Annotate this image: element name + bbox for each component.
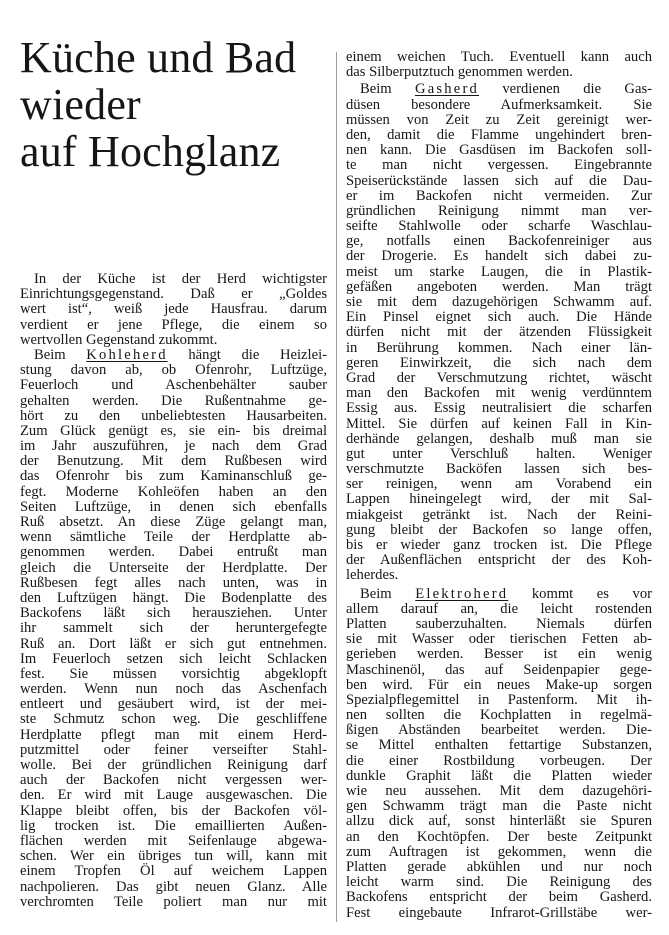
text-line: Ruß absetzt. An diese Züge gelangt man, [20, 514, 327, 530]
column-body-right [346, 50, 652, 921]
text-line [346, 587, 652, 602]
text-line: Ein Pinsel eignet sich auch. Die Hände [346, 309, 652, 326]
text-line: Klappe bleibt offen, bis der Backofen völ- [20, 802, 327, 819]
text-line: Fest eingebaute Infrarot-Grillstäbe wer- [346, 904, 652, 921]
text-line: gen Schwamm trägt man die Paste nicht [346, 798, 652, 815]
text-line: putzmittel oder feiner verseifter Stahl- [20, 741, 327, 758]
text-line: Zum Glück genügt es, sie ein- bis dreimal [20, 422, 327, 439]
headline-line: wieder [20, 80, 141, 129]
text-line: man den Backofen mit wenig verdünntem [346, 385, 652, 402]
text-line: sie mit dem dazugehörigen Schwamm auf. [346, 294, 652, 310]
text-line: gründlichen Reinigung nimmt man ver- [346, 202, 652, 219]
text-line: ser reinigen, wenn am Vorabend ein [346, 476, 652, 493]
text-line: Maschinenöl, das auf Seidenpapier gege- [346, 661, 652, 678]
text-line: in Berührung kommen. Nach einer län- [346, 339, 652, 356]
text-line: ge, notfalls einen Backofenreiniger aus [346, 233, 652, 250]
text-line: Platten sauberzuhalten. Niemals dürfen [346, 615, 652, 632]
text-line: entleert und gesäubert wird, ist der mei- [20, 696, 327, 713]
text-line [346, 82, 652, 97]
headline-line: auf Hochglanz [20, 127, 281, 176]
text-line: düsen besondere Aufmerksamkeit. Sie [346, 96, 652, 113]
text-line: Essig aus. Essig neutralisiert die scharfen [346, 400, 652, 417]
text-line: allem darauf an, die leicht rostenden [346, 600, 652, 617]
text-line: ste Schmutz schon weg. Die geschliffene [20, 711, 327, 728]
text-line [20, 348, 327, 363]
text-line: der Außenflächen entspricht der des Koh- [346, 552, 652, 569]
column-body-left [20, 272, 327, 910]
text-line: verschmutzte Backöfen lassen sich bes- [346, 461, 652, 478]
text-line: dunkle Graphit läßt die Platten wieder [346, 767, 652, 784]
section-keyword: Elektroherd [415, 585, 509, 602]
text-line: Rußbesen fegt alles nach unten, was in [20, 574, 327, 591]
text-line: sie mit Wasser oder tierischen Fetten ab- [346, 631, 652, 648]
text-line: Ruß an. Dort läßt er sich gut entnehmen. [20, 635, 327, 652]
text-line: verdient er jene Pflege, die einem so [20, 316, 327, 333]
text-line: te man nicht vergessen. Eingebrannte [346, 157, 652, 174]
text-line: wie neu aussehen. Mit dem dazugehöri- [346, 783, 652, 799]
text-line: gehalten werden. Die Rußentnahme ge- [20, 392, 327, 409]
text-line: Grad der Verschmutzung richtet, wäscht [346, 369, 652, 386]
text-line: hört zu den unbeliebtesten Hausarbeiten. [20, 407, 327, 424]
text-line: In der Küche ist der Herd wichtigster [34, 271, 327, 287]
text-line: allzu dick auf, sonst hinterläßt sie Spuren [346, 813, 652, 830]
text-line: gleich die Unterseite der Herdplatte. Der [20, 559, 327, 576]
column-divider [336, 52, 337, 922]
text-line: wertvollen Gegenstand zukommt. [20, 331, 218, 348]
text-line: einem weichen Tuch. Eventuell kann auch [346, 49, 652, 65]
text-line: auch der Backofen nicht vergessen wer- [20, 772, 327, 789]
text-line: dürfen nicht mit der ätzenden Flüssigkeit [346, 324, 652, 341]
text-line: Seiten Luftzüge, in denen sich ebenfalls [20, 498, 327, 515]
text-fragment: Beim [34, 346, 87, 363]
text-line: Einrichtungsgegenstand. Daß er „Goldes [20, 286, 327, 303]
text-line: Speiserückstände lassen sich auf die Dau- [346, 172, 652, 189]
text-line: Lappen hineingelegt wird, der mit Sal- [346, 491, 652, 508]
text-line: flächen werden mit Seifenlauge abgewa- [20, 832, 327, 849]
text-line: das Silberputztuch genommen werden. [346, 64, 573, 81]
text-line: den, damit die Flamme ungehindert bren- [346, 126, 652, 143]
text-line: ihr sammelt sich der heruntergefegte [20, 620, 327, 637]
text-line: Herdplatte pflegt man mit einem Herd- [20, 726, 327, 743]
text-line: Backofens läßt sich herausziehen. Unter [20, 605, 327, 622]
text-line: fegt. Moderne Kohleöfen haben an den [20, 483, 327, 500]
text-line: schen. Wer ein übriges tun will, kann mit [20, 848, 327, 865]
text-line: stung davon ab, ob Ofenrohr, Luftzüge, [20, 362, 327, 379]
text-line: se Mittel enthalten fettartige Substanzen, [346, 737, 652, 754]
text-line: der Benutzung. Mit dem Rußbesen wird [20, 453, 327, 470]
text-line: genommen werden. Dabei entrußt man [20, 544, 327, 561]
text-line: nachpolieren. Das gibt neuen Glanz. Alle [20, 878, 327, 895]
section-keyword: Gasherd [414, 81, 480, 98]
text-line: wolle. Bei der gründlichen Reinigung darf [20, 757, 327, 773]
text-line: ben wird. Für ein neues Make-up sorgen [346, 676, 652, 693]
text-line: im Jahr auszuführen, je nach dem Grad [20, 438, 327, 455]
section-keyword: Kohleherd [86, 346, 168, 363]
text-line: gefäßen angeboten werden. Man trägt [346, 278, 652, 295]
text-line: werden. Wenn nun noch das Aschenfach [20, 681, 327, 698]
text-line: seifte Stahlwolle oder scharfe Waschlau- [346, 218, 652, 235]
text-line: den. Er wird mit Lauge ausgewaschen. Die [20, 787, 327, 804]
text-line: den Luftzügen hängt. Die Bodenplatte des [20, 589, 327, 606]
text-line: Im Feuerloch setzen sich leicht Schlacken [20, 650, 327, 667]
text-line: leherdes. [346, 567, 399, 584]
text-line: Spezialpflegemittel in Pastenform. Mit ih- [346, 691, 652, 708]
text-line: bis er wieder ganz trocken ist. Die Pflege [346, 537, 652, 553]
text-line: gung bleibt der Backofen so lange offen, [346, 521, 652, 538]
text-line: geren Einwirkzeit, die sich nach dem [346, 354, 652, 371]
text-line: wenn sämtliche Teile der Herdplatte ab- [20, 529, 327, 546]
text-line: der Drogerie. Es handelt sich dabei zu- [346, 248, 652, 265]
text-fragment: Beim [360, 585, 416, 602]
text-line: miakgeist getränkt ist. Nach der Reini- [346, 506, 652, 523]
text-line: Backofens entspricht der beim Gasherd. [346, 889, 652, 906]
text-fragment: hängt die Heizlei- [167, 346, 327, 363]
text-line: die einer Rostbildung vorbeugen. Der [346, 752, 652, 769]
text-line: einem Tropfen Öl auf weichem Lappen [20, 863, 327, 880]
text-line: meist um starke Laugen, die in Plastik- [346, 263, 652, 280]
text-line: ßigen Abständen bearbeitet werden. Die- [346, 722, 652, 739]
article-headline [20, 34, 327, 175]
text-line: lig trocken ist. Die emaillierten Außen- [20, 817, 327, 834]
text-line: gerieben werden. Besser ist ein wenig [346, 646, 652, 663]
text-line: nen sollten die Kochplatten in regelmä- [346, 707, 652, 724]
text-line: verchromten Teile poliert man nur mit [20, 893, 327, 910]
text-line: Mittel. Sie dürfen auf keinen Fall in Kin- [346, 415, 652, 432]
text-line: gut unter Verschluß halten. Weniger [346, 445, 652, 462]
text-line: derhände gelangen, deshalb muß man sie [346, 430, 652, 447]
text-line: Feuerloch und Aschenbehälter sauber [20, 377, 327, 394]
headline-line: Küche und Bad [20, 33, 297, 82]
text-line: leicht warm sind. Die Reinigung des [346, 874, 652, 891]
text-line: Platten gerade abkühlen und nur noch [346, 858, 652, 875]
text-line: er im Backofen nicht vermeiden. Zur [346, 187, 652, 204]
text-fragment: verdienen die Gas- [479, 81, 652, 98]
text-line: müssen von Zeit zu Zeit gereinigt wer- [346, 111, 652, 128]
text-line: nen kann. Die Gasdüsen im Backofen soll- [346, 142, 652, 159]
text-fragment: Beim [360, 81, 415, 98]
text-line: zum Auftragen ist gekommen, wenn die [346, 843, 652, 860]
text-line: das Ofenrohr bis zum Kaminanschluß ge- [20, 468, 327, 485]
text-fragment: kommt es vor [508, 585, 652, 602]
text-line: fest. Sie müssen vorsichtig abgeklopft [20, 665, 327, 682]
text-line: an den Kochtöpfen. Der beste Zeitpunkt [346, 828, 652, 845]
text-line: wert ist“, weiß jede Hausfrau. darum [20, 301, 327, 318]
